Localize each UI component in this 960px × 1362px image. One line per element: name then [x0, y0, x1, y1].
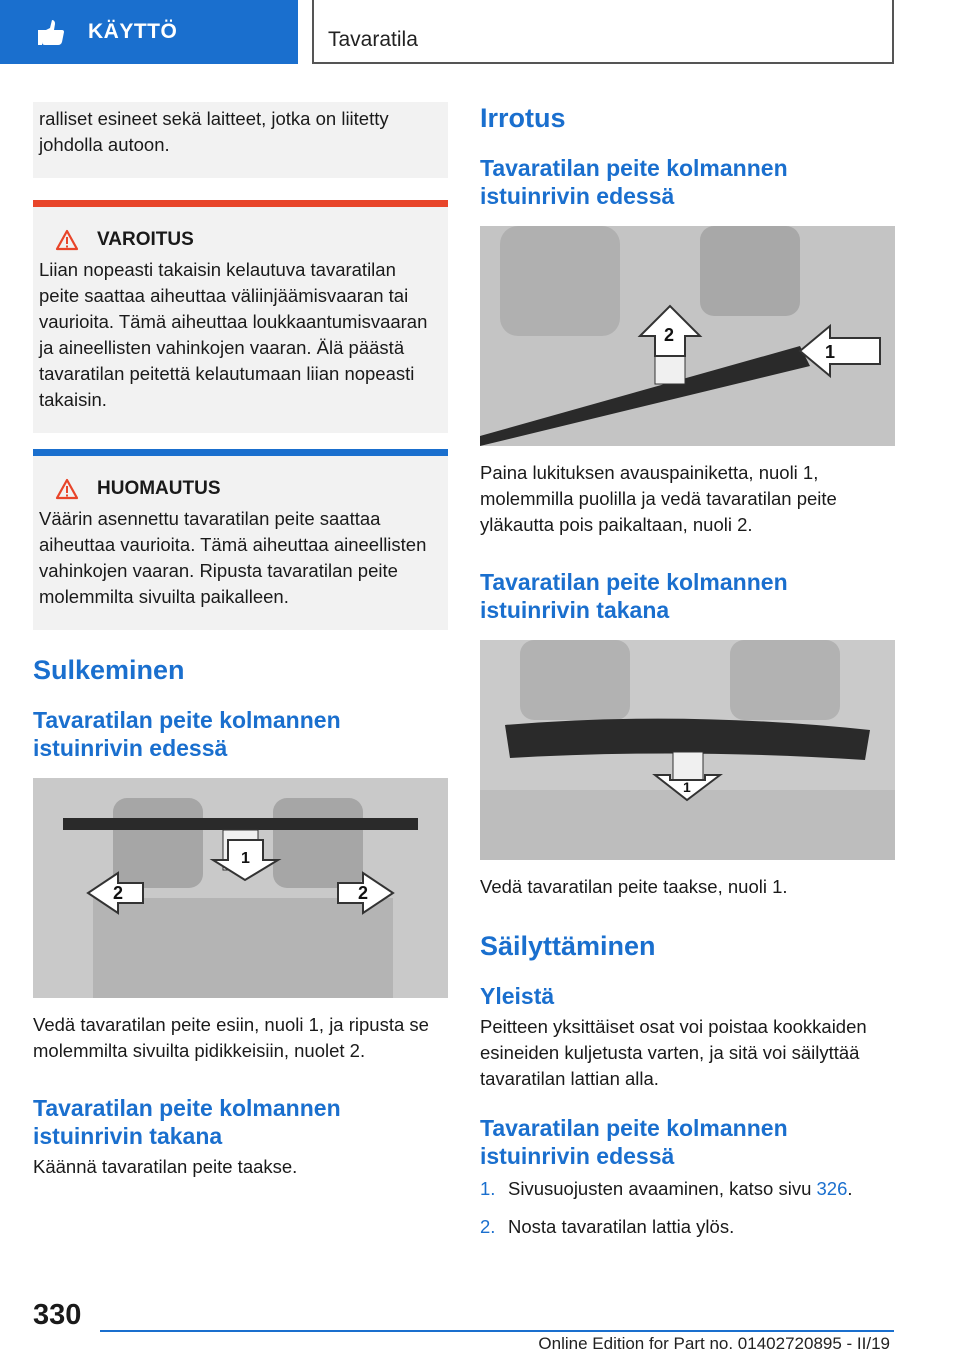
heading-sailyttaminen: Säilyttäminen [480, 931, 656, 961]
arrow-label: 2 [113, 883, 124, 903]
arrow-label: 2 [664, 325, 675, 345]
caption-close-front: Vedä tavaratilan peite esiin, nuoli 1, ja ripusta se molemmilta sivuilta pidikkeisiin, nuolet 2. [33, 1014, 429, 1061]
section-title: Tavaratila [328, 28, 418, 51]
text-close-rear: Käännä tavaratilan peite taakse. [33, 1156, 298, 1177]
intro-box [33, 102, 448, 178]
list-number: 2. [480, 1216, 496, 1237]
right-column [480, 102, 895, 1252]
notice-text: Väärin asennettu tavaratilan peite saattaa aiheuttaa vaurioita. Tämä aiheuttaa aineellisten vahinkojen vaaran. Ripusta tavaratilan peite molemmilta sivuilta paikalleen. [39, 508, 427, 607]
caption-remove-rear: Vedä tavaratilan peite taakse, nuoli 1. [480, 876, 788, 897]
list-text: Sivusuojusten avaaminen, katso sivu [508, 1178, 817, 1199]
warning-text: Liian nopeasti takaisin kelautuva tavaratilan peite saattaa aiheuttaa väliinjäämisvaaran tai vaurioita. Tämä aiheuttaa loukkaantumisvaaran ja aineellisten vahinkojen vaaran. Älä päästä tavaratilan peitettä kelautumaan liian nopeasti takaisin. [39, 259, 428, 410]
caution-icon [55, 478, 79, 500]
warning-box [33, 200, 448, 433]
subheading-remove-front: Tavaratilan peite kolmannen istuinrivin edessä [480, 155, 788, 209]
warning-icon [55, 229, 79, 251]
subheading-storage-front: Tavaratilan peite kolmannen istuinrivin edessä [480, 1115, 788, 1169]
subheading-rear: Tavaratilan peite kolmannen istuinrivin takana [33, 1095, 341, 1149]
chapter-tab [0, 0, 298, 64]
subheading-front: Tavaratilan peite kolmannen istuinrivin edessä [33, 707, 341, 761]
notice-bar [33, 449, 448, 456]
list-text-after: . [847, 1178, 853, 1199]
subheading-remove-rear: Tavaratilan peite kolmannen istuinrivin takana [480, 569, 788, 623]
notice-box [33, 449, 448, 630]
arrow-label: 1 [683, 779, 691, 795]
list-item [480, 1214, 895, 1240]
notice-title: HUOMAUTUS [97, 478, 221, 499]
text-general: Peitteen yksittäiset osat voi poistaa kookkaiden esineiden kuljetusta varten, ja sitä voi säilyttää tavaratilan lattian alla. [480, 1016, 867, 1089]
list-text: Nosta tavaratilan lattia ylös. [508, 1216, 735, 1237]
arrow-label: 1 [241, 850, 250, 867]
warning-bar [33, 200, 448, 207]
chapter-label: KÄYTTÖ [88, 20, 178, 43]
page-link-326[interactable]: 326 [816, 1178, 848, 1199]
footer-divider [100, 1330, 894, 1332]
cargo-cover-close-front-image [33, 778, 448, 998]
warning-title: VAROITUS [97, 229, 194, 250]
footer-edition: Online Edition for Part no. 01402720895 - II/19 [538, 1334, 890, 1353]
arrow-label: 2 [358, 883, 369, 903]
intro-text: ralliset esineet sekä laitteet, jotka on liitetty johdolla autoon. [39, 108, 389, 155]
cargo-cover-remove-front-image [480, 226, 895, 446]
subheading-general: Yleistä [480, 983, 555, 1009]
section-header [312, 0, 894, 64]
heading-irrotus: Irrotus [480, 103, 566, 133]
left-column [33, 102, 448, 1180]
page-number: 330 [33, 1299, 82, 1331]
list-item [480, 1176, 895, 1202]
cargo-cover-remove-rear-image [480, 640, 895, 860]
list-number: 1. [480, 1178, 496, 1199]
heading-sulkeminen: Sulkeminen [33, 655, 185, 685]
caption-remove-front: Paina lukituksen avauspainiketta, nuoli 1, molemmilla puolilla ja vedä tavaratilan peite yläkautta pois paikaltaan, nuoli 2. [480, 462, 837, 535]
hand-pointer-icon [36, 16, 68, 48]
arrow-label: 1 [825, 342, 836, 362]
